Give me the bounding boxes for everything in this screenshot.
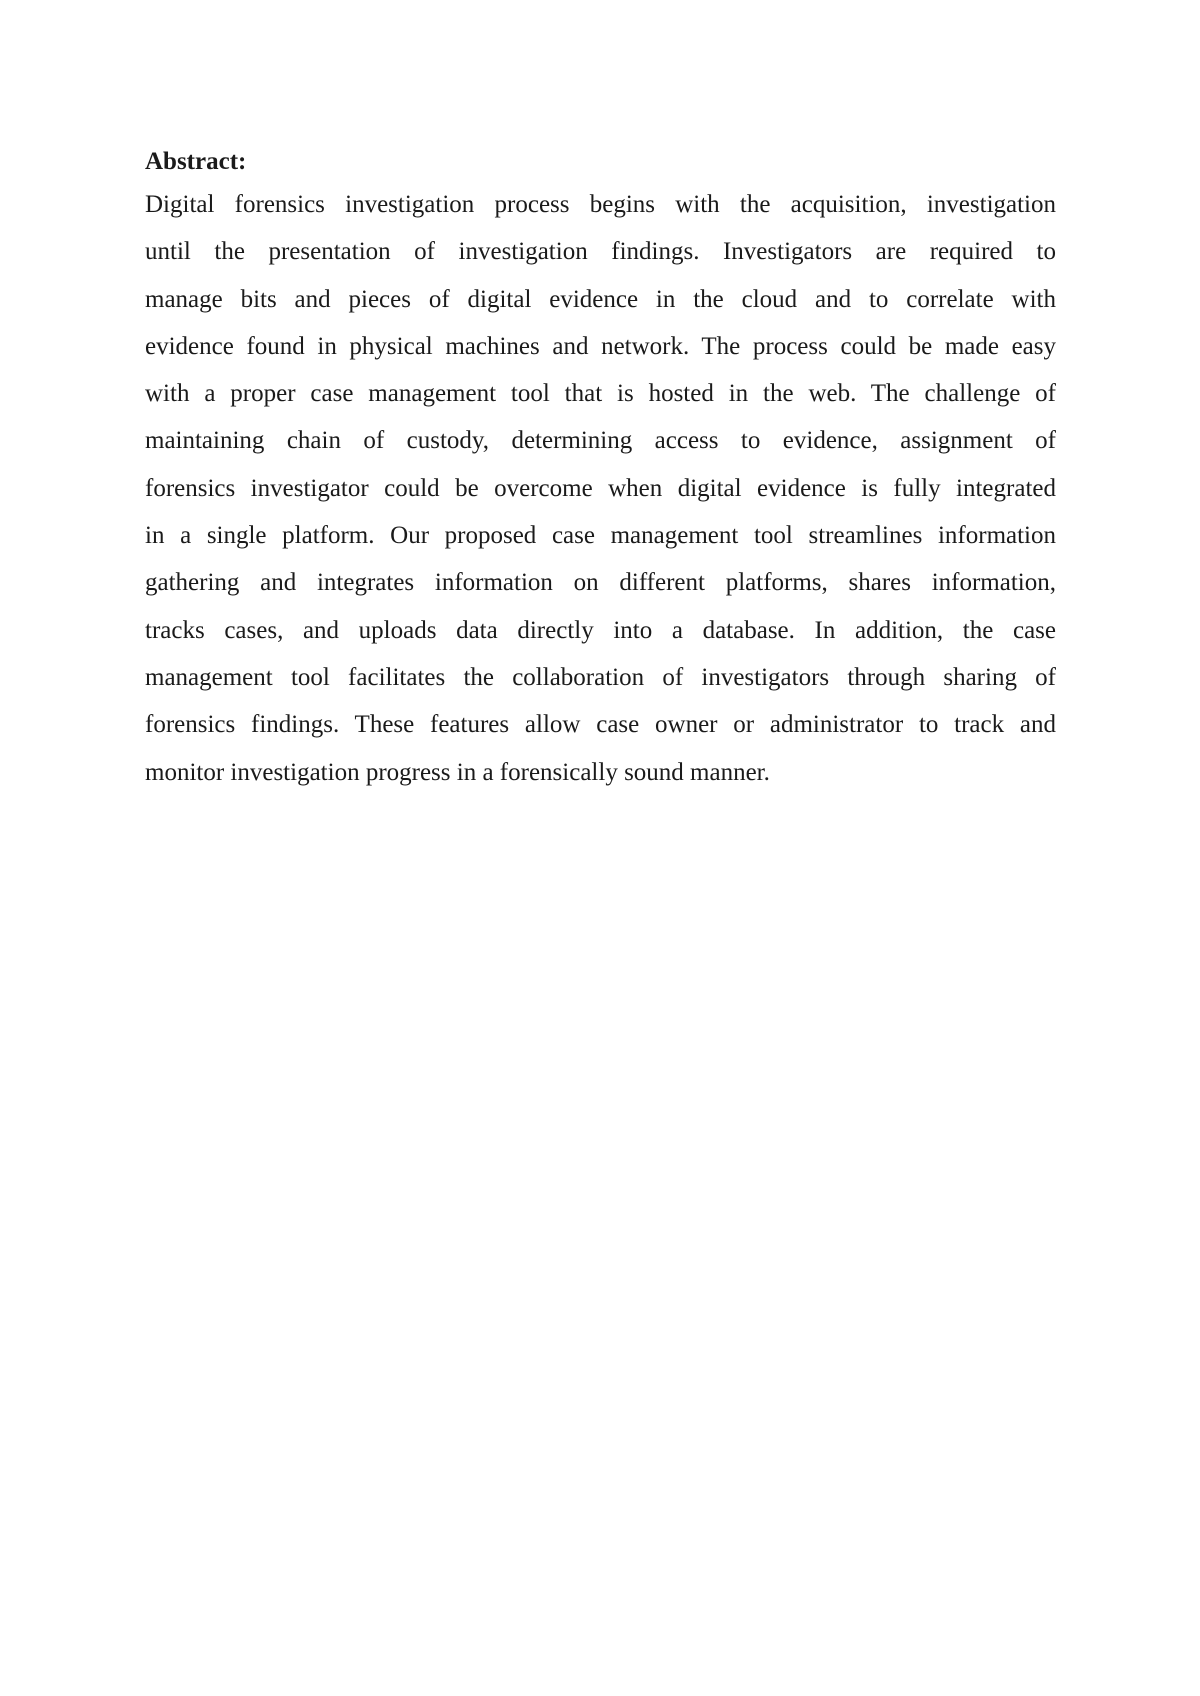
abstract-heading: Abstract: [145, 148, 247, 175]
abstract-line: forensics findings. These features allow case owner or administrator to track and [145, 711, 1056, 739]
abstract-line: gathering and integrates information on different platforms, shares information, [145, 569, 1056, 597]
abstract-line: with a proper case management tool that is hosted in the web. The challenge of [145, 380, 1056, 408]
abstract-line: Digital forensics investigation process begins with the acquisition, investigation [145, 191, 1056, 218]
abstract-paragraph [145, 181, 1056, 796]
abstract-line: maintaining chain of custody, determining access to evidence, assignment of [145, 427, 1056, 455]
abstract-line: in a single platform. Our proposed case management tool streamlines information [145, 522, 1056, 550]
abstract-line: forensics investigator could be overcome when digital evidence is fully integrated [145, 474, 1056, 502]
abstract-line: tracks cases, and uploads data directly into a database. In addition, the case [145, 616, 1056, 644]
abstract-section [145, 145, 1056, 796]
abstract-line: monitor investigation progress in a forensically sound manner. [145, 758, 770, 786]
abstract-line: until the presentation of investigation findings. Investigators are required to [145, 238, 1056, 266]
abstract-line: management tool facilitates the collaboration of investigators through sharing of [145, 663, 1056, 691]
abstract-line: manage bits and pieces of digital evidence in the cloud and to correlate with [145, 285, 1056, 313]
abstract-line: evidence found in physical machines and network. The process could be made easy [145, 332, 1056, 360]
